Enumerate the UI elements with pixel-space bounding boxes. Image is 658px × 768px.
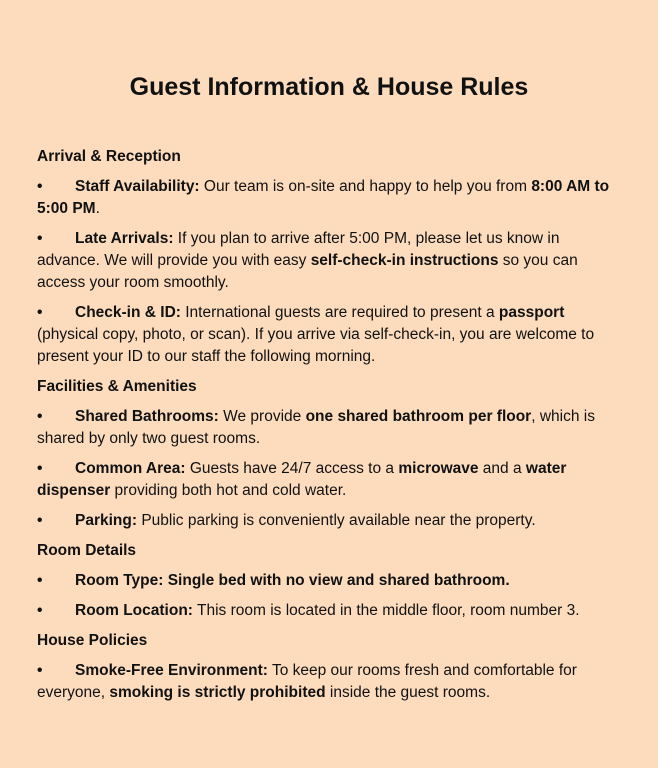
- list-item-parking: [37, 510, 621, 532]
- list-item-room-type: [37, 570, 621, 592]
- item-label: Check-in & ID:: [75, 304, 181, 321]
- bullet-icon: •: [37, 602, 43, 619]
- list-item-smoke-free: [37, 660, 621, 704]
- section-room-details: [37, 540, 621, 622]
- section-facilities-amenities: [37, 376, 621, 532]
- list-item-common-area: [37, 458, 621, 502]
- bullet-icon: •: [37, 230, 43, 247]
- item-text: inside the guest rooms.: [325, 684, 491, 701]
- item-text: , which is shared by only two guest rooms.: [37, 408, 595, 447]
- item-label: Smoke-Free Environment:: [75, 662, 268, 679]
- item-label: Room Type:: [75, 572, 164, 589]
- item-emphasis: 8:00 AM to 5:00 PM: [37, 178, 610, 217]
- item-text: If you plan to arrive after 5:00 PM, please let us know in advance. We will provide you with easy: [37, 230, 560, 269]
- item-label: Shared Bathrooms:: [75, 408, 219, 425]
- bullet-icon: •: [37, 304, 43, 321]
- section-heading: Room Details: [37, 542, 137, 559]
- item-label: Parking:: [75, 512, 138, 529]
- section-house-policies: [37, 630, 621, 704]
- item-text: and a: [478, 460, 526, 477]
- item-text: Public parking is conveniently available near the property.: [137, 512, 536, 529]
- list-item-staff-availability: [37, 176, 621, 220]
- document-content: [37, 146, 621, 704]
- page-title: Guest Information & House Rules: [129, 73, 529, 101]
- section-heading: Facilities & Amenities: [37, 378, 197, 395]
- item-text: so you can access your room smoothly.: [37, 252, 578, 291]
- item-text: .: [95, 200, 100, 217]
- bullet-icon: •: [37, 512, 43, 529]
- item-text: (physical copy, photo, or scan). If you arrive via self-check-in, you are welcome to present your ID to our staff the following morning.: [37, 326, 595, 365]
- bullet-icon: •: [37, 408, 43, 425]
- item-emphasis: passport: [498, 304, 565, 321]
- section-arrival-reception: [37, 146, 621, 368]
- item-emphasis: microwave: [398, 460, 479, 477]
- bullet-icon: •: [37, 460, 43, 477]
- item-emphasis: Single bed with no view and shared bathroom.: [167, 572, 510, 589]
- item-text: To keep our rooms fresh and comfortable for everyone,: [37, 662, 577, 701]
- item-text: International guests are required to present a: [180, 304, 499, 321]
- item-text: This room is located in the middle floor, room number 3.: [192, 602, 580, 619]
- section-heading: House Policies: [37, 632, 148, 649]
- item-label: Common Area:: [75, 460, 186, 477]
- item-emphasis: water dispenser: [37, 460, 567, 499]
- item-text: Guests have 24/7 access to a: [185, 460, 399, 477]
- section-heading: Arrival & Reception: [37, 148, 181, 165]
- item-emphasis: self-check-in instructions: [310, 252, 499, 269]
- bullet-icon: •: [37, 572, 43, 589]
- bullet-icon: •: [37, 662, 43, 679]
- item-label: Staff Availability:: [75, 178, 200, 195]
- item-label: Room Location:: [75, 602, 193, 619]
- item-text: We provide: [218, 408, 306, 425]
- item-label: Late Arrivals:: [75, 230, 174, 247]
- item-text: Our team is on-site and happy to help you from: [199, 178, 532, 195]
- item-text: providing both hot and cold water.: [110, 482, 347, 499]
- list-item-check-in-id: [37, 302, 621, 368]
- bullet-icon: •: [37, 178, 43, 195]
- list-item-room-location: [37, 600, 621, 622]
- list-item-late-arrivals: [37, 228, 621, 294]
- item-emphasis: one shared bathroom per floor: [305, 408, 532, 425]
- item-emphasis: smoking is strictly prohibited: [109, 684, 326, 701]
- list-item-shared-bathrooms: [37, 406, 621, 450]
